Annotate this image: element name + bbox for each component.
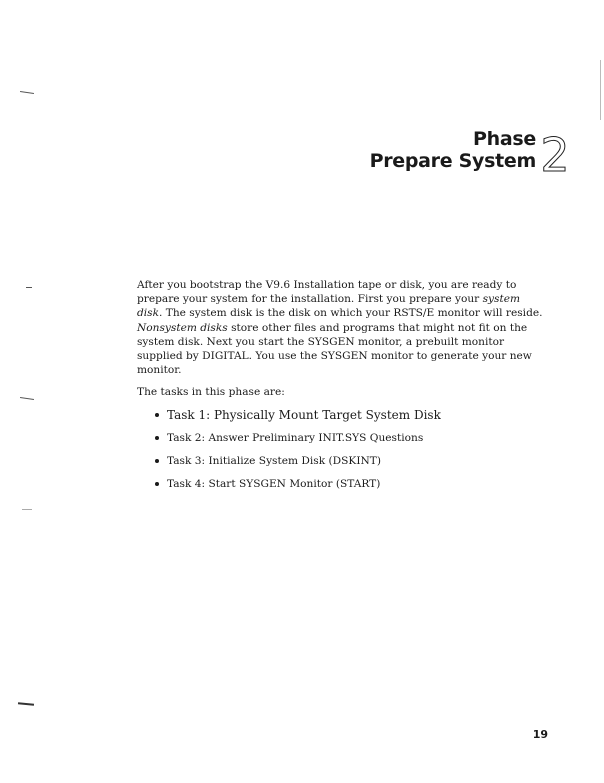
tasks-intro: The tasks in this phase are: (137, 386, 285, 399)
body-text (137, 278, 545, 500)
phase-word: Phase (473, 128, 536, 150)
term-system-disk: system disk. (137, 293, 521, 320)
bullet-icon (155, 436, 159, 440)
task-list (137, 408, 545, 491)
phase-heading (369, 128, 570, 176)
phase-number: 2 (540, 132, 570, 176)
term-nonsystem-disks: Nonsystem disks (137, 321, 228, 334)
scan-mark (26, 287, 32, 288)
list-item: Task 3: Initialize System Disk (DSKINT) (155, 454, 545, 468)
list-item: Task 1: Physically Mount Target System Disk (155, 408, 545, 422)
page-number: 19 (532, 728, 548, 741)
scan-mark (20, 91, 34, 94)
phase-number-graphic (538, 132, 572, 176)
phase-title: Prepare System (369, 150, 536, 172)
bullet-icon (155, 482, 159, 486)
scan-mark (18, 702, 34, 705)
scan-mark (20, 397, 34, 400)
intro-paragraph: After you bootstrap the V9.6 Installation tape or disk, you are ready to prepare your system for the installation. First you prepare your system disk. The system disk is the disk on which your RSTS/E monitor will reside. Nonsystem disks store other files and programs that might not fit on the system disk. Next you start the SYSGEN monitor, a prebuilt monitor supplied by DIGITAL. You use the SYSGEN monitor to generate your new monitor. (137, 279, 543, 377)
scan-edge (600, 60, 601, 120)
scan-mark (22, 509, 32, 510)
list-item: Task 2: Answer Preliminary INIT.SYS Questions (155, 431, 545, 445)
list-item: Task 4: Start SYSGEN Monitor (START) (155, 477, 545, 491)
bullet-icon (155, 459, 159, 463)
bullet-icon (155, 413, 159, 417)
